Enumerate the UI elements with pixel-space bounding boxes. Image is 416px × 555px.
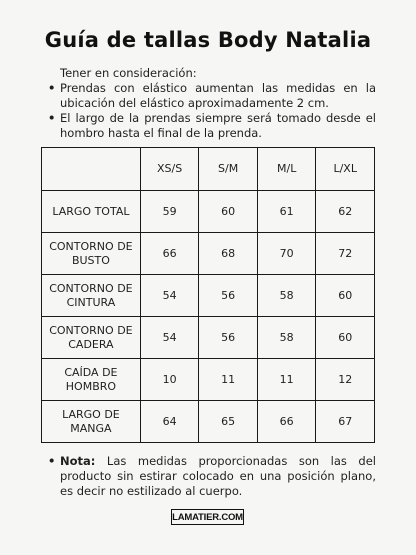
table-cell: 56: [199, 317, 258, 359]
page-title: Guía de tallas Body Natalia: [44, 28, 372, 52]
row-label: CAÍDA DE HOMBRO: [42, 359, 141, 401]
table-cell: 11: [199, 359, 258, 401]
row-label: LARGO DE MANGA: [42, 401, 141, 443]
table-cell: 11: [257, 359, 316, 401]
table-cell: 60: [316, 275, 375, 317]
table-cell: 60: [316, 317, 375, 359]
table-cell: 59: [140, 191, 199, 233]
note-section: [46, 454, 376, 499]
table-cell: 54: [140, 317, 199, 359]
row-label: CONTORNO DE CINTURA: [42, 275, 141, 317]
table-row: [42, 191, 375, 233]
intro-bullet-length: • El largo de la prendas siempre será tomado desde el hombro hasta el final de la prenda.: [46, 111, 376, 141]
note-text: Las medidas proporcionadas son las del producto sin estirar colocado en una posición plano, es decir no estilizado al cuerpo.: [60, 454, 376, 498]
table-cell: 68: [199, 233, 258, 275]
intro-bullet-elastic: • Prendas con elástico aumentan las medidas en la ubicación del elástico aproximadamente 2 cm.: [46, 81, 376, 111]
table-row: [42, 233, 375, 275]
table-row: [42, 275, 375, 317]
table-header-row: [42, 148, 375, 191]
note-label: Nota:: [60, 454, 96, 468]
table-cell: 58: [257, 275, 316, 317]
table-cell: 66: [257, 401, 316, 443]
table-cell: 60: [199, 191, 258, 233]
column-header-s-m: S/M: [199, 148, 258, 191]
column-header-m-l: M/L: [257, 148, 316, 191]
note-item: [46, 454, 376, 499]
table-cell: 61: [257, 191, 316, 233]
table-cell: 70: [257, 233, 316, 275]
table-cell: 12: [316, 359, 375, 401]
intro-bullets: [46, 81, 376, 141]
table-cell: 56: [199, 275, 258, 317]
table-row: [42, 317, 375, 359]
table-cell: 65: [199, 401, 258, 443]
table-cell: 54: [140, 275, 199, 317]
table-cell: 64: [140, 401, 199, 443]
table-cell: 58: [257, 317, 316, 359]
table-row: [42, 401, 375, 443]
row-label: CONTORNO DE BUSTO: [42, 233, 141, 275]
note-list: [46, 454, 376, 499]
table-cell: 67: [316, 401, 375, 443]
column-header-l-xl: L/XL: [316, 148, 375, 191]
table-cell: 72: [316, 233, 375, 275]
row-label: LARGO TOTAL: [42, 191, 141, 233]
table-row: [42, 359, 375, 401]
table-cell: 62: [316, 191, 375, 233]
table-cell: 10: [140, 359, 199, 401]
brand-logo: LAMATIER.COM: [171, 509, 244, 525]
row-label: CONTORNO DE CADERA: [42, 317, 141, 359]
size-table: [41, 147, 375, 443]
column-header-xs-s: XS/S: [140, 148, 199, 191]
intro-section: [46, 66, 376, 141]
table-cell: 66: [140, 233, 199, 275]
table-corner-cell: [42, 148, 141, 191]
intro-heading: Tener en consideración:: [60, 66, 197, 80]
